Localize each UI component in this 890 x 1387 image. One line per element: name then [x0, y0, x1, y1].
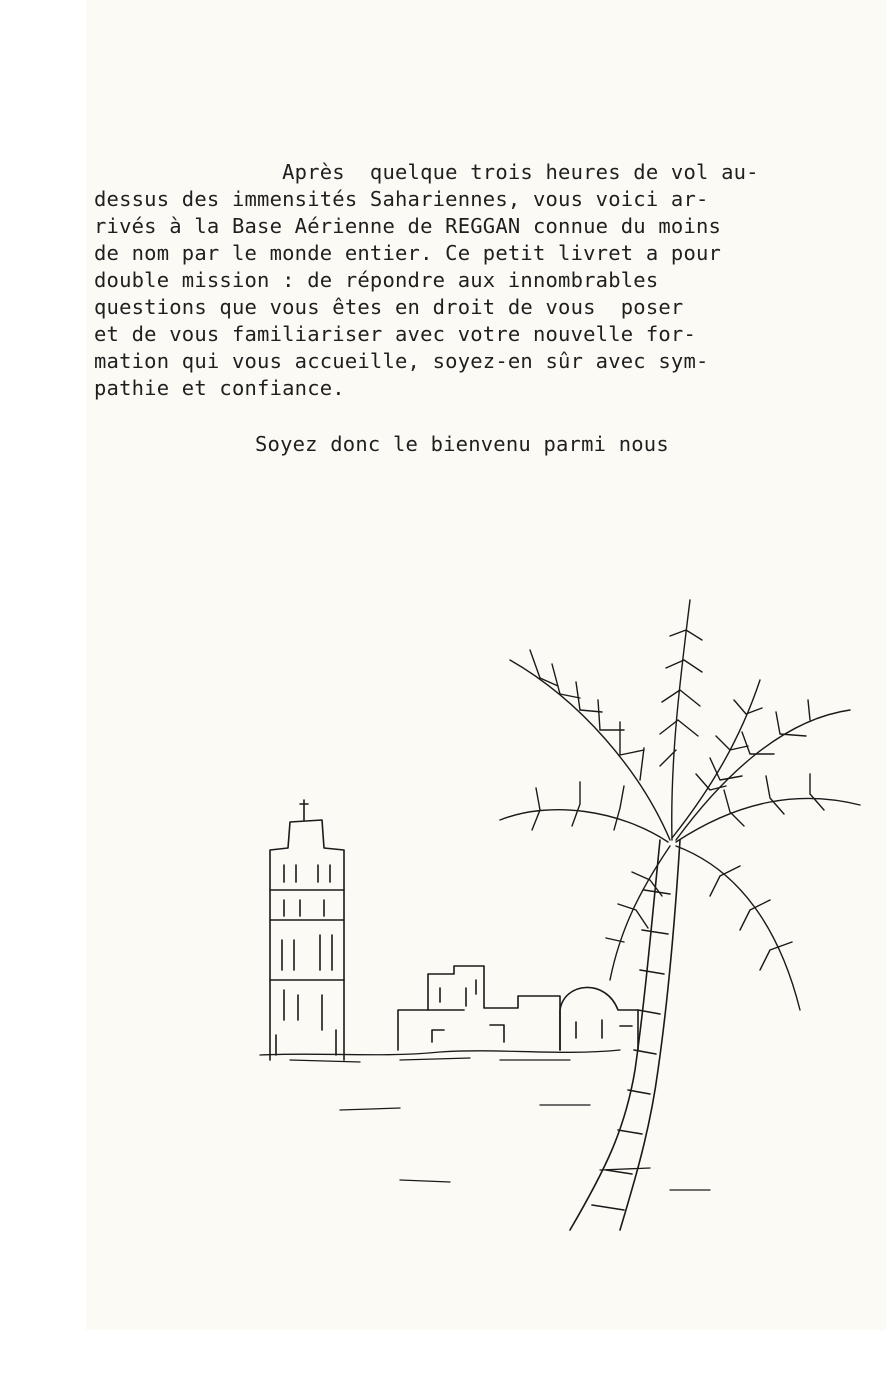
- welcome-closing: Soyez donc le bienvenu parmi nous: [255, 432, 669, 456]
- paragraph-line: pathie et confiance.: [94, 376, 345, 400]
- paragraph-line: et de vous familiariser avec votre nouvelle for-: [94, 322, 697, 346]
- palm-fronds-icon: [500, 600, 860, 1010]
- paragraph-line: mation qui vous accueille, soyez-en sûr avec sym-: [94, 349, 709, 373]
- buildings-icon: [398, 966, 638, 1050]
- ground-lines-icon: [260, 1050, 710, 1190]
- minaret-icon: [270, 800, 344, 1060]
- paragraph-line: double mission : de répondre aux innombrables: [94, 268, 659, 292]
- paragraph-line: rivés à la Base Aérienne de REGGAN connue du moins: [94, 214, 722, 238]
- paragraph-line: de nom par le monde entier. Ce petit livret a pour: [94, 241, 722, 265]
- paragraph-line: dessus des immensités Sahariennes, vous voici ar-: [94, 187, 709, 211]
- paragraph-line: questions que vous êtes en droit de vous poser: [94, 295, 684, 319]
- intro-paragraph: [94, 160, 759, 400]
- palm-tree-minaret-desert-sketch-icon: [240, 590, 870, 1240]
- palm-trunk-icon: [570, 840, 680, 1230]
- paragraph-line: Après quelque trois heures de vol au-: [94, 160, 759, 184]
